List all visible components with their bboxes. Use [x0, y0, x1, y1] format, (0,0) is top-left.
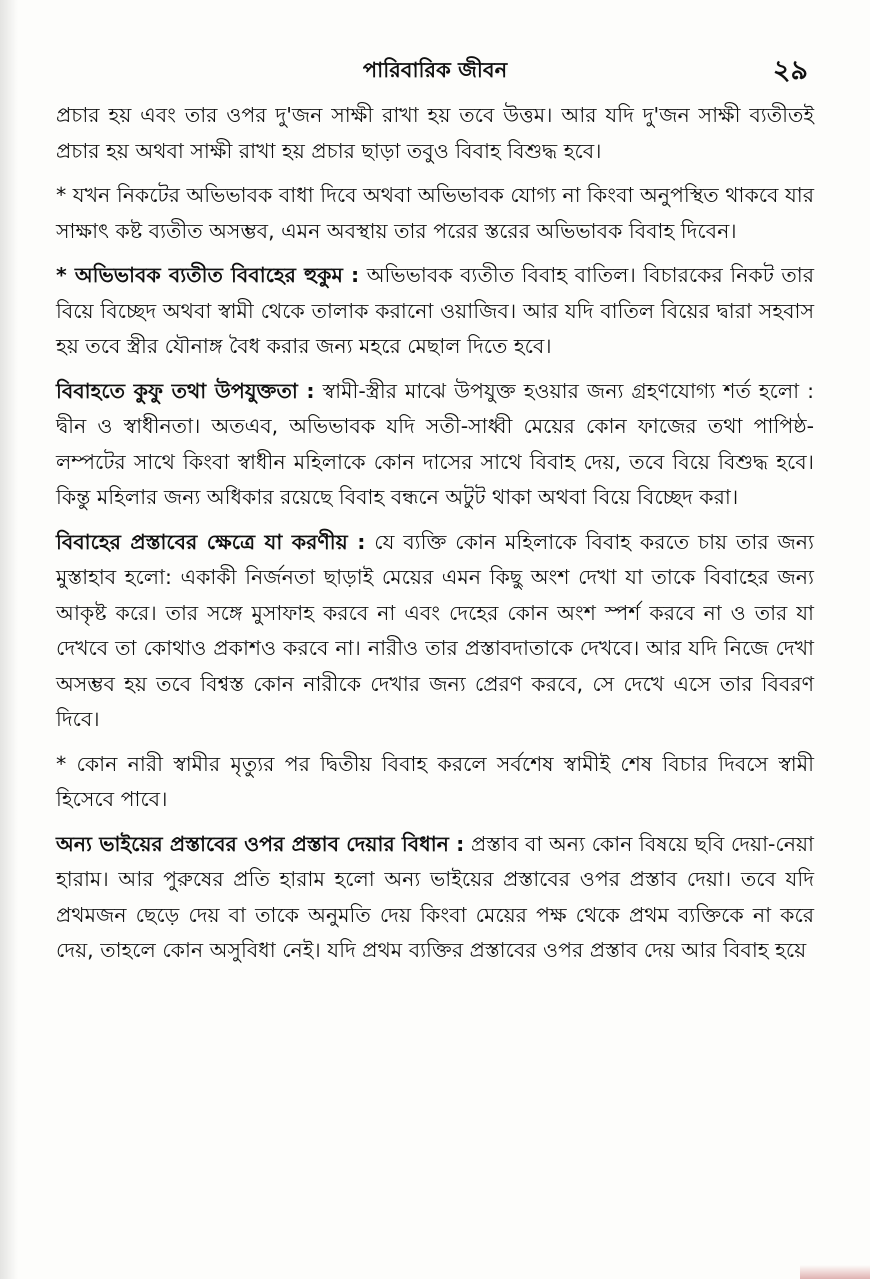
- paragraph-4: [56, 374, 814, 516]
- paragraph-text: প্রচার হয় এবং তার ওপর দু'জন সাক্ষী রাখা হয় তবে উত্তম। আর যদি দু'জন সাক্ষী ব্যতীতই প্রচার হয় অথবা সাক্ষী রাখা হয় প্রচার ছাড়া তবুও বিবাহ বিশুদ্ধ হবে।: [56, 103, 814, 163]
- paragraph-1: [56, 98, 814, 169]
- paragraph-6: [56, 747, 814, 818]
- page-body: [56, 98, 814, 978]
- running-header: [0, 50, 870, 86]
- page-gutter-shadow: [0, 0, 18, 1279]
- page-number: ২৯: [772, 55, 808, 86]
- paragraph-heading: * অভিভাবক ব্যতীত বিবাহের হুকুম :: [56, 263, 360, 287]
- paragraph-text: * যখন নিকটের অভিভাবক বাধা দিবে অথবা অভিভাবক যোগ্য না কিংবা অনুপস্থিত থাকবে যার সাক্ষাৎ কষ্ট ব্যতীত অসম্ভব, এমন অবস্থায় তার পরের স্তরের অভিভাবক বিবাহ দিবেন।: [56, 183, 814, 243]
- paragraph-3: [56, 258, 814, 365]
- running-title: পারিবারিক জীবন: [362, 58, 508, 82]
- paragraph-heading: বিবাহতে কুফু তথা উপযুক্ততা :: [56, 378, 315, 403]
- paragraph-heading: বিবাহের প্রস্তাবের ক্ষেত্রে যা করণীয় :: [56, 529, 366, 554]
- paragraph-text: স্বামী-স্ত্রীর মাঝে উপযুক্ত হওয়ার জন্য গ্রহণযোগ্য শর্ত হলো : দ্বীন ও স্বাধীনতা। অতএব, অভিভাবক যদি সতী-সাধ্বী মেয়ের কোন ফাজের তথা পাপিষ্ঠ-লম্পটের সাথে কিংবা স্বাধীন মহিলাকে কোন দাসের সাথে বিবাহ দেয়, তবে বিয়ে বিশুদ্ধ হবে। কিন্তু মহিলার জন্য অধিকার রয়েছে বিবাহ বন্ধনে অটুট থাকা অথবা বিয়ে বিচ্ছেদ করা।: [56, 378, 815, 509]
- paragraph-text: যে ব্যক্তি কোন মহিলাকে বিবাহ করতে চায় তার জন্য মুস্তাহাব হলো: একাকী নির্জনতা ছাড়াই মেয়ের এমন কিছু অংশ দেখা যা তাকে বিবাহের জন্য আকৃষ্ট করে। তার সঙ্গে মুসাফাহ করবে না এবং দেহের কোন অংশ স্পর্শ করবে না ও তার যা দেখবে তা কোথাও প্রকাশও করবে না। নারীও তার প্রস্তাবদাতাকে দেখবে। আর যদি নিজে দেখা অসম্ভব হয় তবে বিশ্বস্ত কোন নারীকে দেখার জন্য প্রেরণ করবে, সে দেখে এসে তার বিবরণ দিবে।: [56, 529, 814, 731]
- paragraph-5: [56, 525, 814, 738]
- paragraph-text: প্রস্তাব বা অন্য কোন বিষয়ে ছবি দেয়া-নেয়া হারাম। আর পুরুষের প্রতি হারাম হলো অন্য ভাইয়ের প্রস্তাবের ওপর প্রস্তাব দেয়া। তবে যদি প্রথমজন ছেড়ে দেয় বা তাকে অনুমতি দেয় কিংবা মেয়ের পক্ষ থেকে প্রথম ব্যক্তিকে না করে দেয়, তাহলে কোন অসুবিধা নেই। যদি প্রথম ব্যক্তির প্রস্তাবের ওপর প্রস্তাব দেয় আর বিবাহ হয়ে: [56, 831, 815, 962]
- page-corner-stain: [800, 1265, 870, 1279]
- paragraph-text: অভিভাবক ব্যতীত বিবাহ বাতিল। বিচারকের নিকট তার বিয়ে বিচ্ছেদ অথবা স্বামী থেকে তালাক করানো ওয়াজিব। আর যদি বাতিল বিয়ের দ্বারা সহবাস হয় তবে স্ত্রীর যৌনাঙ্গ বৈধ করার জন্য মহরে মেছাল দিতে হবে।: [56, 263, 814, 358]
- paragraph-text: * কোন নারী স্বামীর মৃত্যুর পর দ্বিতীয় বিবাহ করলে সর্বশেষ স্বামীই শেষ বিচার দিবসে স্বামী হিসেবে পাবে।: [56, 751, 814, 811]
- paragraph-7: [56, 827, 814, 969]
- paragraph-heading: অন্য ভাইয়ের প্রস্তাবের ওপর প্রস্তাব দেয়ার বিধান :: [56, 831, 465, 856]
- paragraph-2: [56, 178, 814, 249]
